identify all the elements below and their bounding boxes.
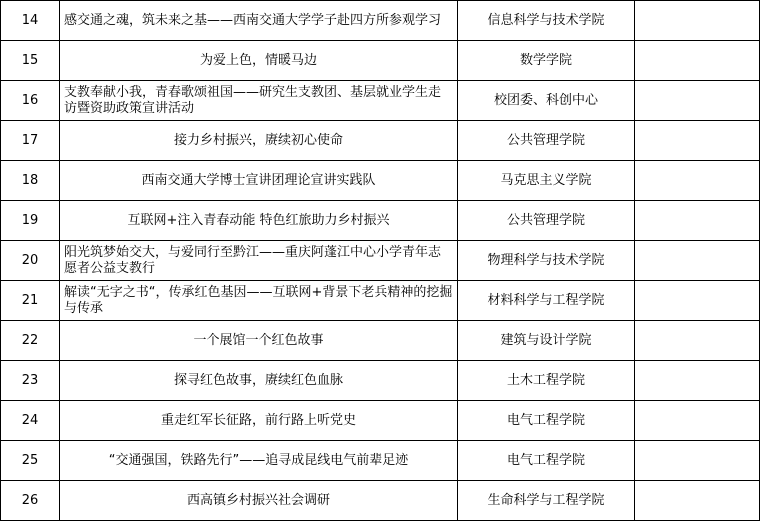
row-number: 19	[1, 201, 60, 241]
row-number: 18	[1, 161, 60, 201]
note-cell	[635, 81, 760, 121]
college-name: 数学学院	[458, 41, 635, 81]
project-title: 接力乡村振兴，赓续初心使命	[60, 121, 458, 161]
project-title: 阳光筑梦始交大，与爱同行至黔江——重庆阿蓬江中心小学青年志愿者公益支教行	[60, 241, 458, 281]
table-row	[1, 401, 760, 441]
note-cell	[635, 281, 760, 321]
note-cell	[635, 481, 760, 521]
project-title: 支教奉献小我，青春歌颂祖国——研究生支教团、基层就业学生走访暨资助政策宣讲活动	[60, 81, 458, 121]
college-name: 公共管理学院	[458, 201, 635, 241]
row-number: 24	[1, 401, 60, 441]
table-row	[1, 1, 760, 41]
row-number: 14	[1, 1, 60, 41]
table-row	[1, 241, 760, 281]
note-cell	[635, 41, 760, 81]
row-number: 26	[1, 481, 60, 521]
college-name: 建筑与设计学院	[458, 321, 635, 361]
row-number: 15	[1, 41, 60, 81]
row-number: 17	[1, 121, 60, 161]
college-name: 校团委、科创中心	[458, 81, 635, 121]
note-cell	[635, 121, 760, 161]
note-cell	[635, 401, 760, 441]
table-row	[1, 321, 760, 361]
row-number: 20	[1, 241, 60, 281]
project-title: 重走红军长征路，前行路上听党史	[60, 401, 458, 441]
college-name: 生命科学与工程学院	[458, 481, 635, 521]
project-title: “交通强国，铁路先行”——追寻成昆线电气前辈足迹	[60, 441, 458, 481]
project-title: 探寻红色故事，赓续红色血脉	[60, 361, 458, 401]
note-cell	[635, 441, 760, 481]
table-row	[1, 41, 760, 81]
table-row	[1, 121, 760, 161]
row-number: 16	[1, 81, 60, 121]
note-cell	[635, 321, 760, 361]
table-row	[1, 161, 760, 201]
table-row	[1, 441, 760, 481]
college-name: 马克思主义学院	[458, 161, 635, 201]
note-cell	[635, 161, 760, 201]
project-title: 互联网+注入青春动能 特色红旅助力乡村振兴	[60, 201, 458, 241]
note-cell	[635, 241, 760, 281]
project-title: 感交通之魂，筑未来之基——西南交通大学学子赴四方所参观学习	[60, 1, 458, 41]
college-name: 信息科学与技术学院	[458, 1, 635, 41]
table-row	[1, 281, 760, 321]
table-row	[1, 481, 760, 521]
note-cell	[635, 361, 760, 401]
project-title: 西南交通大学博士宣讲团理论宣讲实践队	[60, 161, 458, 201]
row-number: 22	[1, 321, 60, 361]
table-row	[1, 201, 760, 241]
project-title: 解读“无字之书“，传承红色基因——互联网+背景下老兵精神的挖掘与传承	[60, 281, 458, 321]
row-number: 21	[1, 281, 60, 321]
row-number: 23	[1, 361, 60, 401]
project-title: 一个展馆一个红色故事	[60, 321, 458, 361]
table-row	[1, 81, 760, 121]
college-name: 土木工程学院	[458, 361, 635, 401]
table-body	[1, 1, 760, 521]
college-name: 公共管理学院	[458, 121, 635, 161]
row-number: 25	[1, 441, 60, 481]
college-name: 物理科学与技术学院	[458, 241, 635, 281]
project-title: 为爱上色，情暖马边	[60, 41, 458, 81]
college-name: 电气工程学院	[458, 401, 635, 441]
note-cell	[635, 201, 760, 241]
note-cell	[635, 1, 760, 41]
project-title: 西高镇乡村振兴社会调研	[60, 481, 458, 521]
college-name: 材料科学与工程学院	[458, 281, 635, 321]
table-row	[1, 361, 760, 401]
college-name: 电气工程学院	[458, 441, 635, 481]
